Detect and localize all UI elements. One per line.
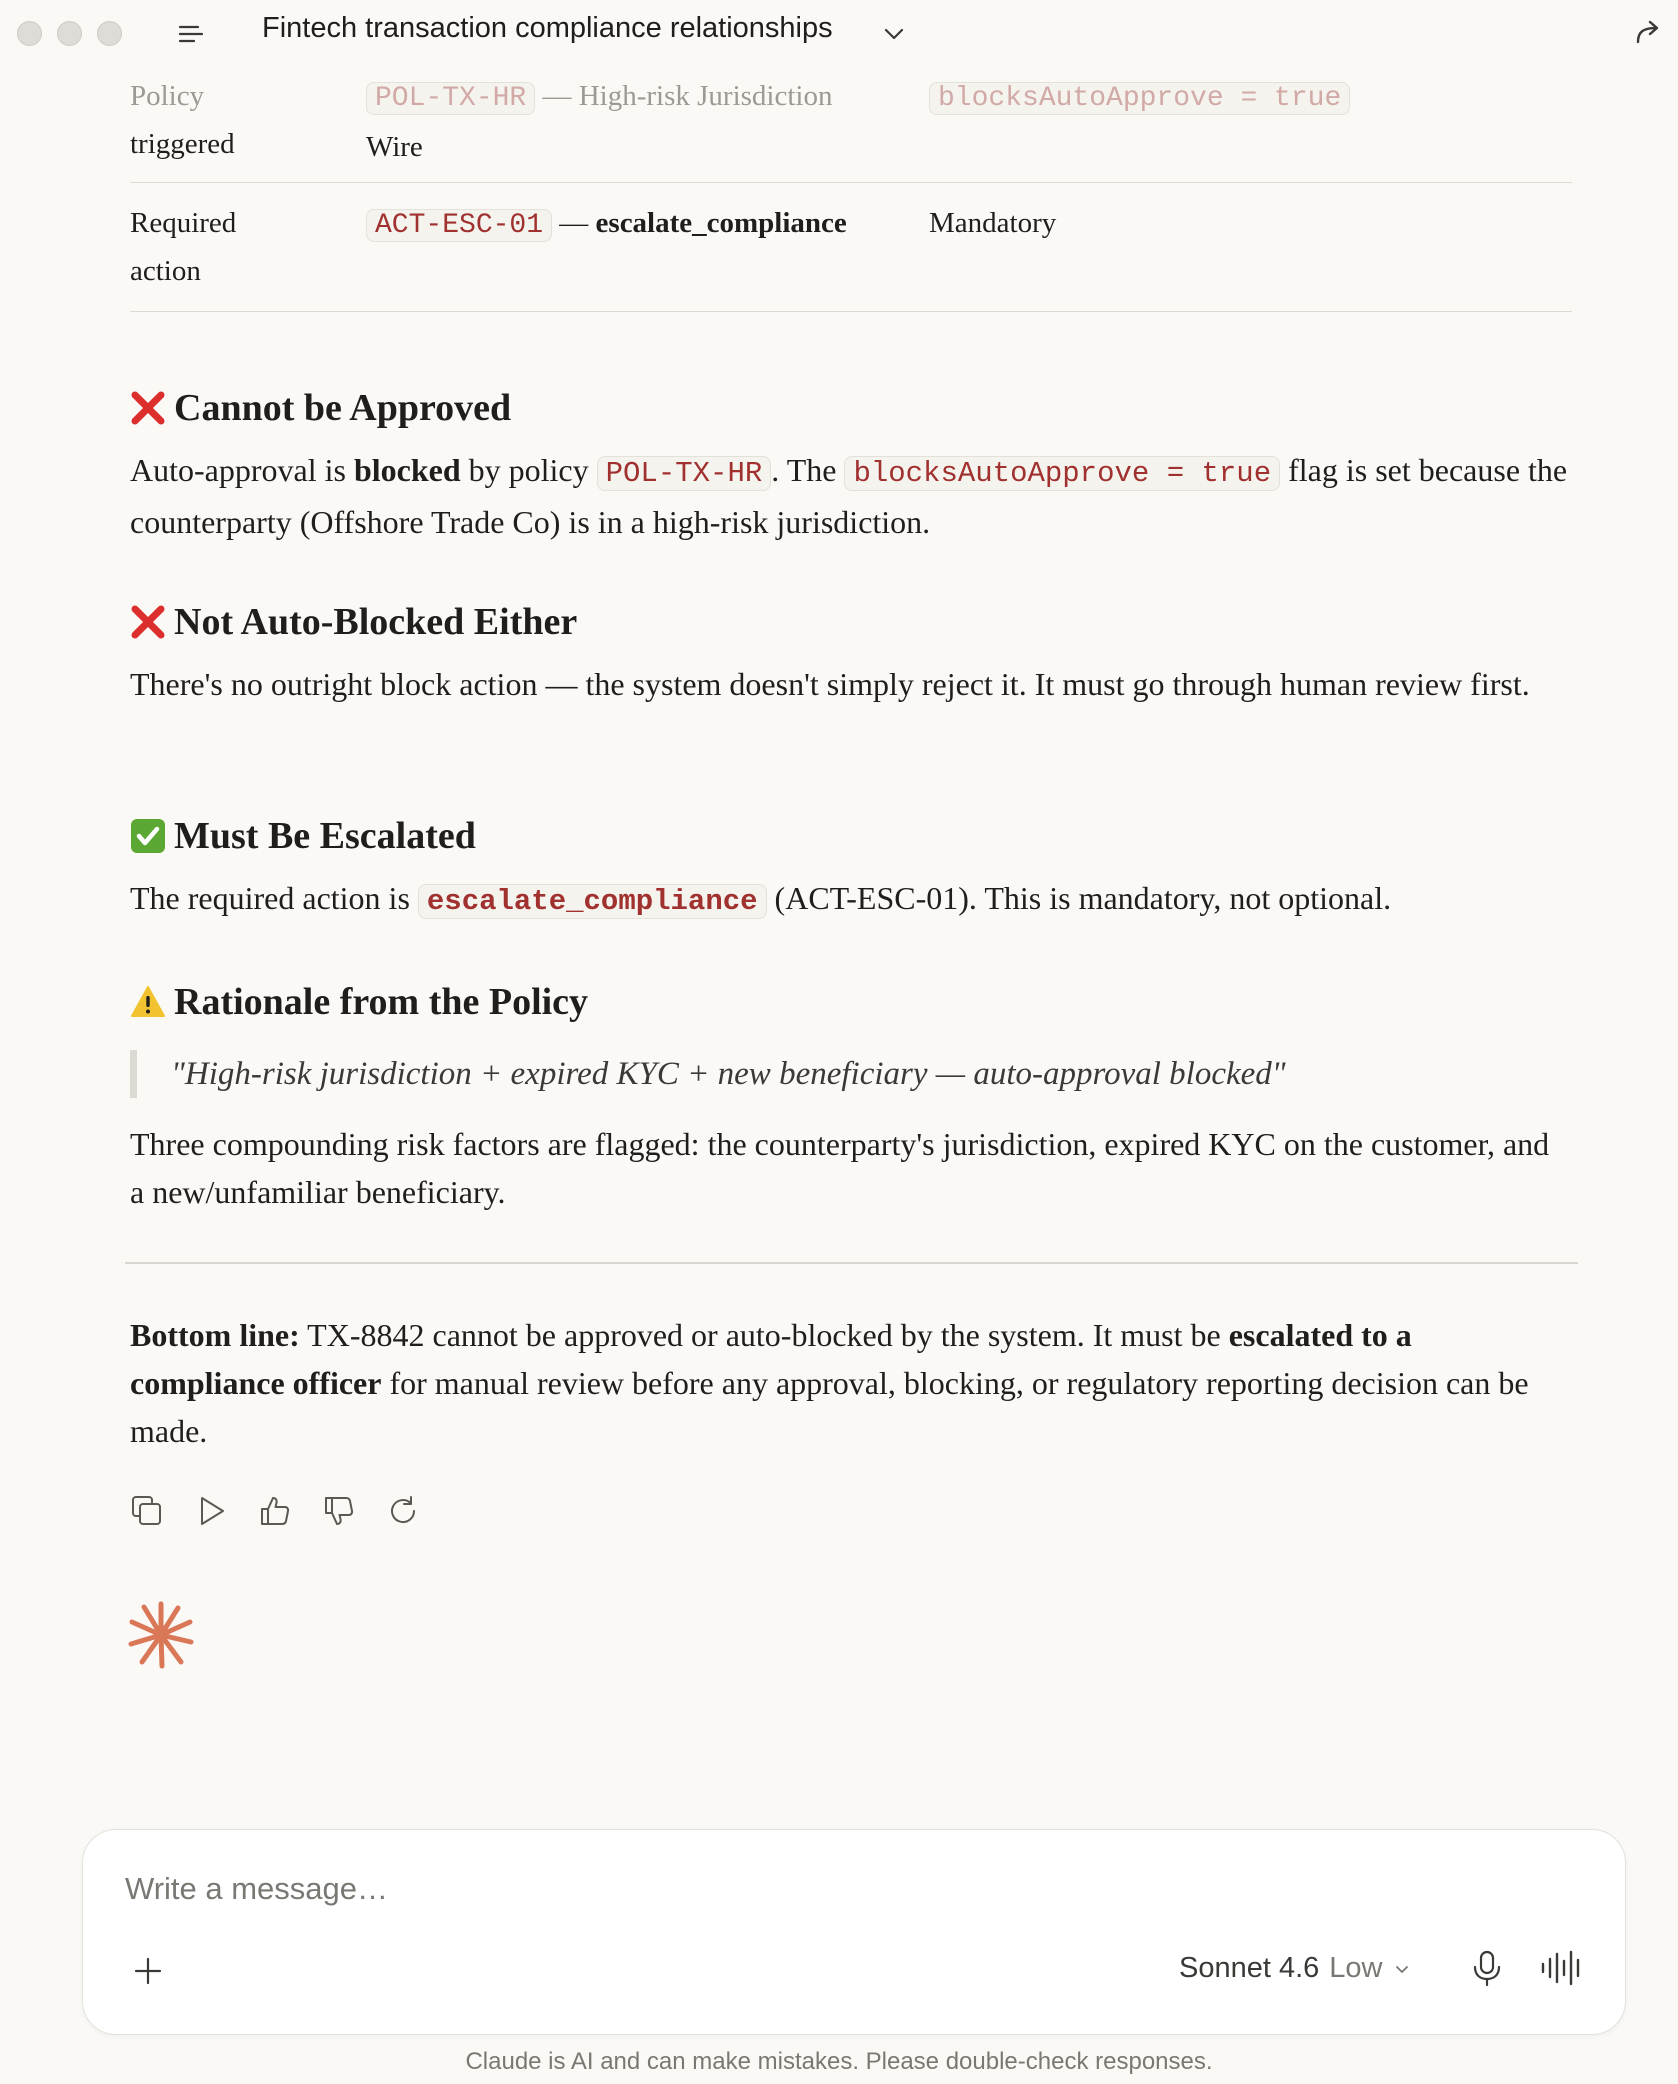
share-icon[interactable] xyxy=(1630,14,1666,50)
cross-mark-icon xyxy=(130,604,166,640)
policy-code: POL-TX-HR xyxy=(366,82,535,115)
section-heading xyxy=(130,596,1570,648)
title-bar xyxy=(0,0,1678,80)
table-cell-label xyxy=(130,199,236,295)
claude-logo-icon xyxy=(126,1600,196,1670)
check-mark-icon xyxy=(130,818,166,854)
inline-code: blocksAutoApprove = true xyxy=(844,456,1280,491)
section-body xyxy=(130,446,1570,546)
text-run: Auto-approval is xyxy=(130,452,354,488)
disclaimer-text: Claude is AI and can make mistakes. Please double-check responses. xyxy=(465,2048,1213,2075)
cross-mark-icon xyxy=(130,390,166,426)
heading-text: Must Be Escalated xyxy=(174,815,476,857)
section-heading xyxy=(130,382,1570,434)
text-run: The required action is xyxy=(130,880,418,916)
label-line: Policy xyxy=(130,80,205,112)
microphone-icon[interactable] xyxy=(1467,1948,1507,1988)
copy-icon[interactable] xyxy=(130,1494,164,1528)
model-name: Sonnet 4.6 xyxy=(1179,1952,1320,1984)
table-cell-policy xyxy=(366,72,832,171)
label-line: triggered xyxy=(130,128,235,160)
message-actions xyxy=(130,1494,420,1528)
inline-code: POL-TX-HR xyxy=(597,456,772,491)
section-body xyxy=(130,1311,1570,1455)
text-bold: blocked xyxy=(353,452,461,488)
text-bold: Bottom line: xyxy=(130,1317,300,1353)
section-body: Three compounding risk factors are flagged: the counterparty's jurisdiction, expired KYC on the customer, and a new/unfamiliar beneficiary. xyxy=(130,1126,1550,1210)
heading-text: Rationale from the Policy xyxy=(174,981,589,1023)
flag-code: blocksAutoApprove = true xyxy=(929,82,1350,115)
text-run: for manual review before any approval, blocking, or regulatory reporting decision can be made. xyxy=(130,1365,1529,1449)
sidebar-menu-icon[interactable] xyxy=(176,20,206,48)
action-name: escalate_compliance xyxy=(595,207,847,239)
policy-quote: "High-risk jurisdiction + expired KYC + new beneficiary — auto-approval blocked" xyxy=(130,1050,1570,1098)
label-line: Required xyxy=(130,207,237,239)
section-cannot-approve xyxy=(130,382,1570,546)
text-run: by policy xyxy=(460,452,597,488)
voice-mode-icon[interactable] xyxy=(1539,1948,1585,1988)
add-attachment-icon[interactable] xyxy=(131,1954,165,1988)
section-not-auto-blocked xyxy=(130,596,1570,708)
table-row xyxy=(130,183,1572,312)
thumbs-down-icon[interactable] xyxy=(322,1494,356,1528)
inline-code: escalate_compliance xyxy=(418,884,767,919)
label-line: action xyxy=(130,255,201,287)
heading-text: Not Auto-Blocked Either xyxy=(174,601,578,643)
model-selector[interactable] xyxy=(1179,1952,1411,1985)
chat-title[interactable]: Fintech transaction compliance relationships xyxy=(262,12,833,44)
table-cell-value: Mandatory xyxy=(929,207,1057,239)
section-heading xyxy=(130,810,1570,862)
policy-detail: Wire xyxy=(366,131,423,163)
window-minimize-button[interactable] xyxy=(57,21,82,46)
message-input[interactable] xyxy=(125,1864,1225,1914)
policy-name: — High-risk Jurisdiction xyxy=(535,80,833,112)
table-row xyxy=(130,64,1572,183)
heading-text: Cannot be Approved xyxy=(174,387,512,429)
action-code: ACT-ESC-01 xyxy=(366,209,552,242)
play-icon[interactable] xyxy=(194,1494,228,1528)
text-run: flag is set because the counterparty (Offshore Trade Co) is in a high-risk jurisdiction. xyxy=(130,452,1568,540)
section-must-escalate xyxy=(130,810,1570,926)
thumbs-up-icon[interactable] xyxy=(258,1494,292,1528)
section-body: There's no outright block action — the system doesn't simply reject it. It must go through human review first. xyxy=(130,666,1530,702)
section-rationale xyxy=(130,976,1570,1216)
section-bottom-line xyxy=(130,1311,1570,1455)
window-close-button[interactable] xyxy=(17,21,42,46)
chevron-down-icon xyxy=(1393,1960,1411,1978)
table-cell-action xyxy=(366,199,847,250)
retry-icon[interactable] xyxy=(386,1494,420,1528)
text-run: (ACT-ESC-01). This is mandatory, not optional. xyxy=(766,880,1392,916)
text-bold: escalated to a compliance officer xyxy=(130,1317,1412,1401)
window-maximize-button[interactable] xyxy=(97,21,122,46)
message-composer xyxy=(82,1829,1626,2035)
text-run: . The xyxy=(771,452,845,488)
table-cell-label xyxy=(130,72,235,168)
divider xyxy=(125,1262,1578,1264)
section-heading xyxy=(130,976,1570,1028)
section-body xyxy=(130,874,1570,926)
chevron-down-icon[interactable] xyxy=(880,20,908,48)
warning-icon xyxy=(130,984,166,1020)
policy-table xyxy=(130,64,1572,312)
effort-level: Low xyxy=(1329,1952,1383,1984)
action-sep: — xyxy=(552,207,596,239)
text-run: TX-8842 cannot be approved or auto-blocked by the system. It must be xyxy=(299,1317,1229,1353)
